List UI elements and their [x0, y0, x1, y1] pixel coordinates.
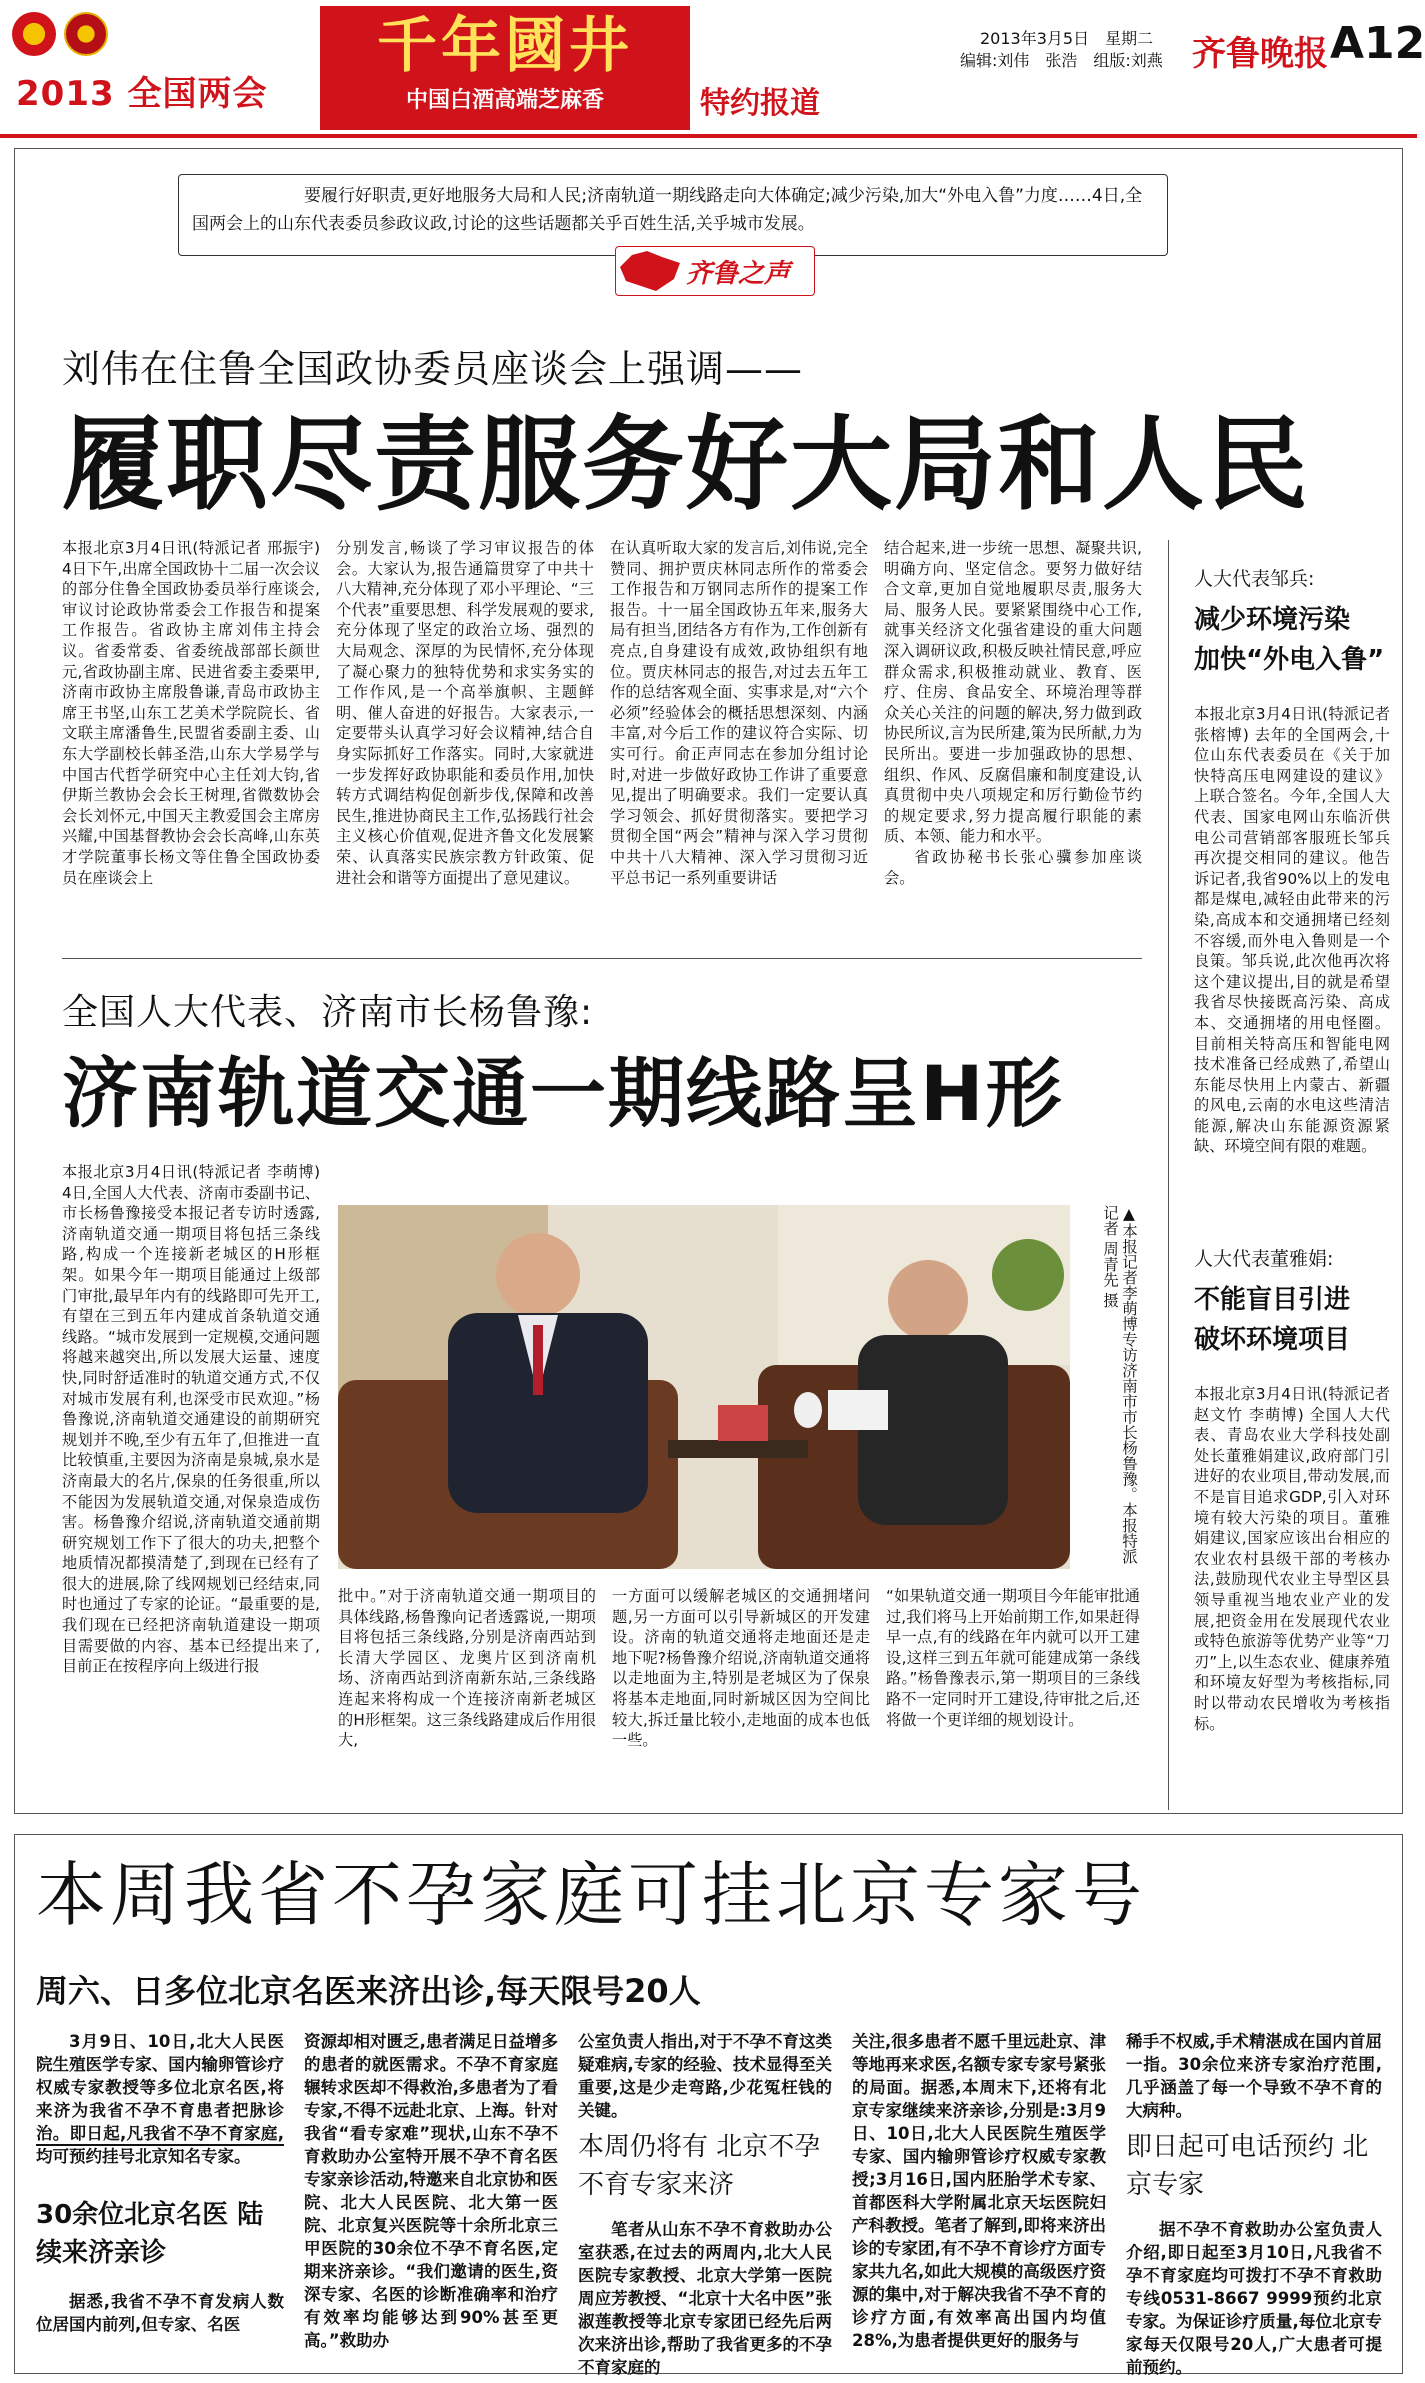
sponsor-ad	[320, 6, 690, 130]
article3-col-4	[852, 2030, 1106, 2368]
national-emblem-icon	[12, 12, 56, 56]
sidebar1-body-text: 本报北京3月4日讯(特派记者 张榕博) 去年的全国两会,十位山东代表委员在《关于加快特高压电网建设的建议》上联合签名。今年,全国人大代表、国家电网山东临沂供电公司营销部客服班长邹兵再次提交相同的建议。他告诉记者,我省90%以上的发电都是煤电,减轻由此带来的污染,高成本和交通拥堵已经刻不容缓,而外电入鲁则是一个良策。邹兵说,此次他再次将这个建议提出,目的就是希望我省尽快接既高污染、高成本、交通拥堵的用电怪圈。目前相关特高压和智能电网技术准备已经成熟了,希望山东能尽快用上内蒙古、新疆的风电,云南的水电这些清洁能源,解决山东能源资源紧缺、环境空间有限的难题。	[1194, 705, 1390, 1156]
article3-col-1	[36, 2030, 284, 2166]
article3-sub-1: 30余位北京名医 陆续来济亲诊	[36, 2200, 264, 2268]
sidebar1-head: 人大代表邹兵:	[1194, 568, 1315, 590]
article3-col-3-text: 公室负责人指出,对于不孕不育这类疑难病,专家的经验、技术显得至关重要,这是少走弯路,少花冤枉钱的关键。	[578, 2032, 832, 2120]
article2-col-3	[612, 1586, 870, 1804]
article3-col-3b	[578, 2218, 832, 2377]
article1-headline: 履职尽责服务好大局和人民	[62, 406, 1310, 525]
article2-kicker: 全国人大代表、济南市长杨鲁豫:	[62, 992, 594, 1033]
sidebar2-body	[1194, 1384, 1390, 1804]
article3-col-1b-text: 据悉,我省不孕不育发病人数位居国内前列,但专家、名医	[36, 2292, 284, 2334]
article3-col-3	[578, 2030, 832, 2134]
sidebar-divider	[1168, 540, 1169, 1810]
article1-col-1	[62, 538, 320, 950]
sidebar2-title-line-2: 破坏环境项目	[1194, 1325, 1351, 1355]
header-rule	[0, 134, 1417, 138]
lead-text: 要履行好职责,更好地服务大局和人民;济南轨道一期线路走向大体确定;减少污染,加大“外电入鲁”力度……4日,全国两会上的山东代表委员参政议政,讨论的这些话题都关乎百姓生活,关乎城市发展。	[192, 186, 1143, 234]
article3-col-5b-text: 据不孕不育救助办公室负责人介绍,即日起至3月10日,凡我省不孕不育家庭均可拨打不孕不育救助专线0531-8667 9999预约北京专家。为保证诊疗质量,每位北京专家每天仅限号20人,广大患者可提前预约。	[1126, 2220, 1382, 2377]
photo-caption: ▲本报记者李萌博专访济南市市长杨鲁豫。本报特派记者 周青先 摄	[1101, 1205, 1138, 1564]
sidebar2-body-text: 本报北京3月4日讯(特派记者 赵文竹 李萌博) 全国人大代表、青岛农业大学科技处副处长董雅娟建议,政府部门引进好的农业项目,带动发展,而不是盲目追求GDP,引入对环境有较大污染的项目。董雅娟建议,国家应该出台相应的农业农村县级干部的考核办法,鼓励现代农业主导型区县领导重视当地农业产业的发展,把资金用在发展现代农业或特色旅游等优势产业等“刀刃”上,以生态农业、健康养殖和环境友好型为考核指标,同时以带动农民增收为考核指标。	[1194, 1385, 1390, 1733]
sidebar2-title-line-1: 不能盲目引进	[1194, 1285, 1351, 1315]
editors-line: 编辑:刘伟 张浩 组版:刘燕	[960, 51, 1163, 70]
sidebar2-title	[1194, 1280, 1350, 1360]
badge-label: 齐鲁之声	[686, 259, 791, 289]
article3-col-5	[1126, 2030, 1382, 2134]
cppcc-emblem-icon	[64, 12, 108, 56]
article1-col-3-text: 在认真听取大家的发言后,刘伟说,完全赞同、拥护贾庆林同志所作的常委会工作报告和万钢同志所作的提案工作报告。十一届全国政协五年来,服务大局有担当,团结各方有作为,工作创新有亮点,自身建设有成效,政协组织有地位。贾庆林同志的报告,对过去五年工作的总结客观全面、实事求是,对“六个必须”经验体会的概括思想深刻、内涵丰富,对今后工作的建议符合实际、切实可行。俞正声同志在参加分组讨论时,对进一步做好政协工作讲了重要意见,提出了明确要求。我们一定要认真学习领会、抓好贯彻落实。要把学习贯彻全国“两会”精神与深入学习贯彻中共十八大精神、深入学习贯彻习近平总书记一系列重要讲话	[610, 539, 868, 887]
article3-col-3b-text: 笔者从山东不孕不育救助办公室获悉,在过去的两周内,北大人民医院专家教授、北京大学第一医院周应芳教授、“北京十大名中医”张淑莲教授等北京专家团已经先后两次来济出诊,帮助了我省更多的不孕不育家庭的	[578, 2220, 832, 2377]
article1-col-4-tail: 省政协秘书长张心骥参加座谈会。	[884, 847, 1142, 887]
article2-col-4-text: “如果轨道交通一期项目今年能审批通过,我们将马上开始前期工作,如果赶得早一点,有的线路在年内就可以开工建设,这样三到五年就可能建成第一条线路。”杨鲁豫表示,第一期项目的三条线路不一定同时开工建设,待审批之后,还将做一个更详细的规划设计。	[886, 1587, 1140, 1729]
article2-col-2-text: 批中。”对于济南轨道交通一期项目的具体线路,杨鲁豫向记者透露说,一期项目将包括三条线路,分别是济南西站到长清大学园区、龙奥片区到济南机场、济南西站到济南新东站,三条线路连起来将构成一个连接济南新老城区的H形框架。这三条线路建成后作用很大,	[338, 1587, 596, 1750]
article3-sub-3: 本周仍将有 北京不孕不育专家来济	[578, 2132, 821, 2200]
article1-kicker: 刘伟在住鲁全国政协委员座谈会上强调——	[62, 347, 804, 391]
article2-headline: 济南轨道交通一期线路呈H形	[62, 1049, 1064, 1138]
newspaper-name: 齐鲁晚报	[1192, 34, 1328, 74]
article3-col-1-rule	[36, 2144, 284, 2146]
article3-sub-5: 即日起可电话预约 北京专家	[1126, 2132, 1369, 2200]
sidebar1-body	[1194, 704, 1390, 1244]
interview-photo-illustration	[338, 1205, 1070, 1569]
article3-col-1b	[36, 2290, 284, 2368]
article2-col-left-text: 本报北京3月4日讯(特派记者 李萌博) 4日,全国人大代表、济南市委副书记、市长杨鲁豫接受本报记者专访时透露,济南轨道交通一期项目将包括三条线路,构成一个连接新老城区的H形框架。如果今年一期项目能通过上级部门审批,最早年内有的线路即可先开工,有望在三到五年内建成首条轨道交通线路。“城市发展到一定规模,交通问题将越来越突出,所以发展大运量、速度快,同时舒适准时的轨道交通方式,不仅对城市发展有利,也深受市民欢迎。”杨鲁豫说,济南轨道交通建设的前期研究规划并不晚,至少有五年了,但推进一直比较慎重,主要因为济南是泉城,泉水是济南最大的名片,保泉的任务很重,所以不能因为发展轨道交通,对保泉造成伤害。杨鲁豫介绍说,济南轨道交通前期研究规划工作下了很大的功夫,把整个地质情况都摸清楚了,到现在已经有了很大的进展,除了线网规划已经结束,同时也通过了专家的论证。“最重要的是,我们现在已经把济南轨道建设一期项目需要做的内容、基本已经提出来了,目前正在按程序向上级进行报	[62, 1163, 320, 1676]
ad-brand: 千年國井	[377, 11, 633, 81]
article2-col-2	[338, 1586, 596, 1804]
article-divider	[62, 958, 1142, 959]
article1-col-3	[610, 538, 868, 950]
sidebar1-title-line-1: 减少环境污染	[1194, 605, 1351, 635]
article2-col-left	[62, 1162, 320, 1802]
issue-date: 2013年3月5日 星期二	[980, 29, 1154, 48]
section-badge	[615, 246, 815, 296]
article3-col-1-text: 3月9日、10日,北大人民医院生殖医学专家、国内输卵管诊疗权威专家教授等多位北京名医,将来济为我省不孕不育患者把脉诊治。即日起,凡我省不孕不育家庭,均可预约挂号北京知名专家。	[36, 2032, 284, 2166]
ad-slogan: 中国白酒高端芝麻香	[405, 88, 604, 113]
article2-col-3-text: 一方面可以缓解老城区的交通拥堵问题,另一方面可以引导新城区的开发建设。济南的轨道交通将走地面还是走地下呢?杨鲁豫介绍说,济南轨道交通将以走地面为主,特别是老城区为了保泉将基本走地面,同时新城区因为空间比较大,拆迁量比较小,走地面的成本也低一些。	[612, 1587, 870, 1750]
article3-col-5b	[1126, 2218, 1382, 2377]
article1-col-4-text: 结合起来,进一步统一思想、凝聚共识,明确方向、坚定信念。要努力做好结合文章,更加自觉地履职尽责,服务大局、服务人民。要紧紧围绕中心工作,就事关经济文化强省建设的重大问题深入调研议政,积极反映社情民意,呼应群众需求,积极推动就业、教育、医疗、住房、食品安全、环境治理等群众关心关注的问题的解决,努力做到政协民所议,言为民所建,策为民所献,力为民所出。要进一步加强政协的思想、组织、作风、反腐倡廉和制度建设,认真贯彻中央八项规定和厉行勤俭节约的规定要求,努力提高履行职能的素质、本领、能力和水平。	[884, 539, 1142, 846]
article3-col-5-text: 稀手不权威,手术精湛成在国内首屈一指。30余位来济专家治疗范围,几乎涵盖了每一个导致不孕不育的大病种。	[1126, 2032, 1382, 2120]
page-number: A12	[1330, 18, 1425, 69]
article1-col-1-text: 本报北京3月4日讯(特派记者 邢振宇) 4日下午,出席全国政协十二届一次会议的部分住鲁全国政协委员举行座谈会,审议讨论政协常委会工作报告和提案工作报告。省政协主席刘伟主持会议。省委常委、省委统战部部长颜世元,省政协副主席、民进省委主委栗甲,济南市政协主席殷鲁谦,青岛市政协主席王书坚,山东工艺美术学院院长、省文联主席潘鲁生,民盟省委副主委、山东大学副校长韩圣浩,山东大学易学与中国古代哲学研究中心主任刘大钧,省伊斯兰教协会会长王树理,省微数协会会长刘怀元,中国天主教爱国会主席房兴耀,中国基督教协会会长高峰,山东英才学院董事长杨文等住鲁全国政协委员在座谈会上	[62, 539, 320, 887]
article3-headline: 本周我省不孕家庭可挂北京专家号	[36, 1854, 1146, 1936]
shandong-map-icon	[620, 251, 680, 291]
article3-col-4-text: 关注,很多患者不愿千里远赴京、津等地再来求医,名额专家专家号紧张的局面。据悉,本周末下,还将有北京专家继续来济亲诊,分别是:3月9日、10日,北大人民医院生殖医学专家、国内输卵管诊疗权威专家教授;3月16日,国内胚胎学术专家、首都医科大学附属北京天坛医院妇产科教授。笔者了解到,即将来济出诊的专家团,有不孕不育诊疗方面专家共九名,如此大规模的高级医疗资源的集中,对于解决我省不孕不育的诊疗方面,有效率高出国内均值28%,为患者提供更好的服务与	[852, 2032, 1106, 2350]
interview-photo	[338, 1205, 1070, 1569]
article1-col-2	[336, 538, 594, 950]
article3-subhead: 周六、日多位北京名医来济出诊,每天限号20人	[36, 1972, 701, 2010]
article3-col-2	[304, 2030, 558, 2368]
article2-col-4	[886, 1586, 1140, 1804]
article3-col-2-text: 资源却相对匮乏,患者满足日益增多的患者的就医需求。不孕不育家庭辗转求医却不得救治,多患者为了看专家,不得不远赴北京、上海。针对我省“看专家难”现状,山东不孕不育救助办公室特开展不孕不育名医专家亲诊活动,特邀来自北京协和医院、北大人民医院、北大第一医院、北京复兴医院等十余所北京三甲医院的30余位不孕不育名医,定期来济亲诊。“我们邀请的医生,资深专家、名医的诊断准确率和治疗有效率均能够达到90%甚至更高。”救助办	[304, 2032, 558, 2350]
article1-col-4	[884, 538, 1142, 950]
sponsor-tag: 特约报道	[700, 86, 820, 121]
sidebar2-head: 人大代表董雅娟:	[1194, 1248, 1334, 1270]
sidebar1-title-line-2: 加快“外电入鲁”	[1194, 645, 1385, 675]
sidebar1-title	[1194, 600, 1384, 680]
article1-col-2-text: 分别发言,畅谈了学习审议报告的体会。大家认为,报告通篇贯穿了中共十八大精神,充分体现了邓小平理论、“三个代表”重要思想、科学发展观的要求,充分体现了坚定的政治立场、强烈的大局观念、深厚的为民情怀,充分体现了凝心聚力的独特优势和求实务实的工作作风,是一个高举旗帜、主题鲜明、催人奋进的好报告。大家表示,一定要带头认真学习好会议精神,结合自身实际抓好工作落实。同时,大家就进一步发挥好政协职能和委员作用,加快转方式调结构促创新步伐,保障和改善民生,推进协商民主工作,弘扬践行社会主义核心价值观,促进齐鲁文化发展繁荣、认真落实民族宗教方针政策、促进社会和谐等方面提出了意见建议。	[336, 539, 594, 887]
event-title: 2013 全国两会	[16, 74, 268, 114]
